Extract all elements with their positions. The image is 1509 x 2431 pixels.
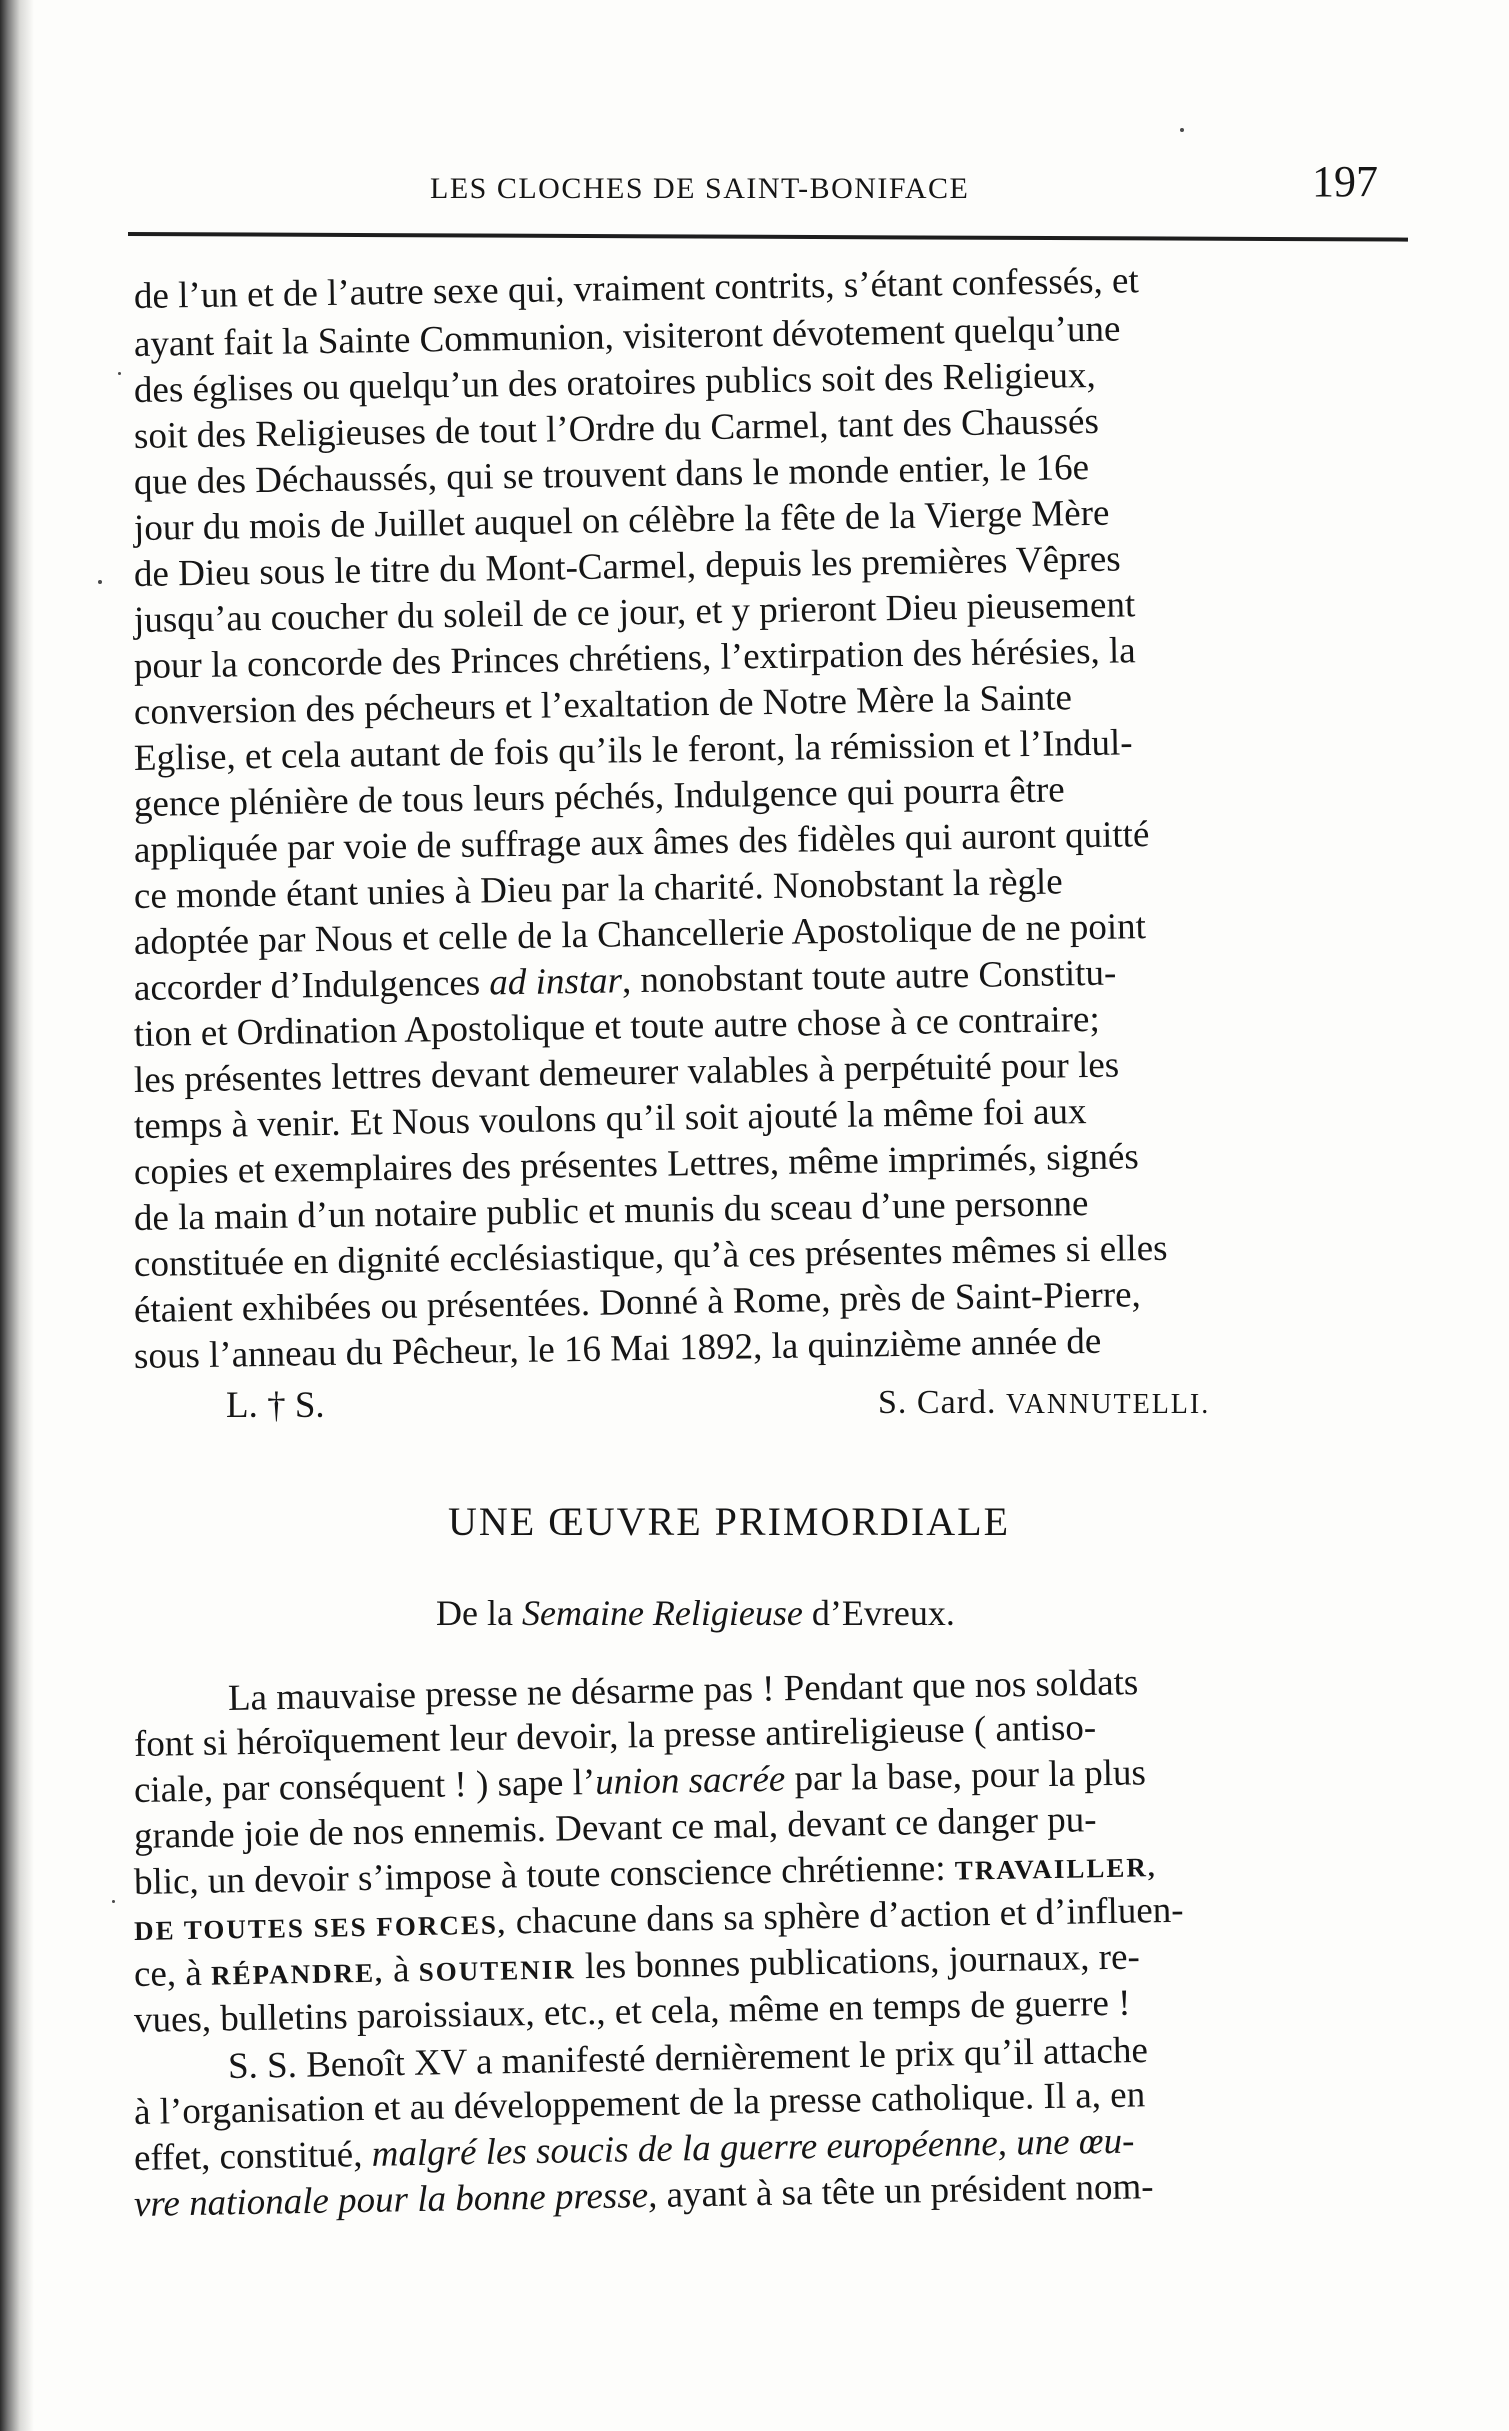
text-line: Eglise, et cela autant de fois qu’ils le feront, la rémission et l’Indul- bbox=[133, 722, 1133, 779]
text-line: les présentes lettres devant demeurer valables à perpétuité pour les bbox=[133, 1044, 1120, 1101]
text-line: ce monde étant unies à Dieu par la charité. Nonobstant la règle bbox=[133, 861, 1063, 917]
text-line: jusqu’au coucher du soleil de ce jour, et y prieront Dieu pieusement bbox=[133, 584, 1136, 641]
italic-phrase: malgré les soucis de la guerre européenne, une œu- bbox=[371, 2120, 1135, 2175]
text-segment: blic, un devoir s’impose à toute conscience chrétienne: bbox=[133, 1847, 956, 1903]
section-title: UNE ŒUVRE PRIMORDIALE bbox=[448, 1499, 1010, 1544]
text-segment: ciale, par conséquent ! ) sape l’ bbox=[133, 1761, 596, 1811]
text-segment: à bbox=[383, 1949, 420, 1991]
small-caps-phrase: SOUTENIR bbox=[418, 1954, 577, 1988]
source-italic: Semaine Religieuse bbox=[521, 1593, 803, 1633]
running-header: LES CLOCHES DE SAINT-BONIFACE bbox=[430, 172, 970, 205]
text-line: grande joie de nos ennemis. Devant ce mal, devant ce danger pu- bbox=[133, 1799, 1097, 1857]
text-line: pour la concorde des Princes chrétiens, l’extirpation des hérésies, la bbox=[133, 630, 1136, 687]
text-line: conversion des pécheurs et l’exaltation de Notre Mère la Sainte bbox=[133, 677, 1073, 733]
ink-speck bbox=[118, 372, 121, 375]
text-segment: ayant à sa tête un président nom- bbox=[656, 2166, 1154, 2216]
italic-phrase: vre nationale pour la bonne presse, bbox=[133, 2174, 658, 2225]
small-caps-phrase: DE TOUTES SES FORCES, bbox=[133, 1909, 507, 1946]
text-line: gence plénière de tous leurs péchés, Indulgence qui pourra être bbox=[133, 769, 1065, 825]
text-segment: par la base, pour la plus bbox=[784, 1752, 1147, 1800]
text-line-with-italic bbox=[133, 952, 1117, 1009]
source-suffix: d’Evreux. bbox=[802, 1593, 955, 1633]
italic-phrase: ad instar bbox=[489, 960, 623, 1004]
text-line: des églises ou quelqu’un des oratoires publics soit des Religieux, bbox=[133, 354, 1097, 411]
section-source bbox=[436, 1592, 955, 1634]
text-line: constituée en dignité ecclésiastique, qu’à ces présentes mêmes si elles bbox=[133, 1227, 1168, 1285]
signatory-name: VANNUTELLI. bbox=[1006, 1389, 1211, 1420]
text-line: copies et exemplaires des présentes Lettres, même imprimés, signés bbox=[133, 1136, 1140, 1193]
text-line: que des Déchaussés, qui se trouvent dans le monde entier, le 16e bbox=[133, 447, 1090, 503]
signatory bbox=[878, 1384, 1210, 1422]
text-line: étaient exhibées ou présentées. Donné à Rome, près de Saint-Pierre, bbox=[133, 1274, 1142, 1331]
text-line: appliquée par voie de suffrage aux âmes des fidèles qui auront quitté bbox=[133, 814, 1150, 871]
text-line: tion et Ordination Apostolique et toute autre chose à ce contraire; bbox=[133, 998, 1100, 1055]
text-segment: effet, constitué, bbox=[133, 2133, 373, 2179]
header-rule bbox=[128, 232, 1408, 242]
source-prefix: De la bbox=[436, 1593, 522, 1633]
text-segment: ce, à bbox=[133, 1952, 212, 1995]
italic-phrase: union sacrée bbox=[594, 1758, 786, 1803]
text-line: S. S. Benoît XV a manifesté dernièrement le prix qu’il attache bbox=[227, 2029, 1149, 2087]
text-segment: accorder d’Indulgences bbox=[133, 962, 490, 1009]
text-segment: , nonobstant toute autre Constitu- bbox=[621, 952, 1117, 1002]
scan-edge-shadow bbox=[0, 0, 34, 2431]
text-segment: chacune dans sa sphère d’action et d’influen- bbox=[506, 1889, 1184, 1943]
text-line: vues, bulletins paroissiaux, etc., et cela, même en temps de guerre ! bbox=[133, 1982, 1131, 2041]
text-line: soit des Religieuses de tout l’Ordre du Carmel, tant des Chaussés bbox=[133, 400, 1100, 457]
text-line: font si héroïquement leur devoir, la presse antireligieuse ( antiso- bbox=[133, 1707, 1097, 1765]
small-caps-phrase: TRAVAILLER, bbox=[954, 1852, 1157, 1886]
text-segment: les bonnes publications, journaux, re- bbox=[575, 1936, 1141, 1988]
text-line: temps à venir. Et Nous voulons qu’il soit ajouté la même foi aux bbox=[133, 1091, 1087, 1147]
ink-speck bbox=[112, 1900, 115, 1903]
text-line: ayant fait la Sainte Communion, visiteront dévotement quelqu’une bbox=[133, 308, 1121, 365]
small-caps-phrase: RÉPANDRE, bbox=[210, 1957, 385, 1991]
ink-speck bbox=[98, 580, 102, 584]
text-line: de la main d’un notaire public et munis du sceau d’une personne bbox=[133, 1183, 1089, 1239]
ink-speck bbox=[1180, 128, 1184, 132]
text-line: sous l’anneau du Pêcheur, le 16 Mai 1892, la quinzième année de bbox=[133, 1320, 1102, 1377]
text-line: jour du mois de Juillet auquel on célèbre la fête de la Vierge Mère bbox=[133, 492, 1110, 549]
seal-mark: L. † S. bbox=[226, 1385, 325, 1426]
text-line: à l’organisation et au développement de la presse catholique. Il a, en bbox=[133, 2074, 1146, 2133]
text-line: adoptée par Nous et celle de la Chancellerie Apostolique de ne point bbox=[133, 906, 1147, 963]
text-line: de Dieu sous le titre du Mont-Carmel, depuis les premières Vêpres bbox=[133, 538, 1121, 595]
text-line: La mauvaise presse ne désarme pas ! Pendant que nos soldats bbox=[227, 1662, 1139, 1719]
page-number: 197 bbox=[1312, 157, 1378, 206]
signatory-prefix: S. Card. bbox=[878, 1384, 1006, 1421]
text-line: de l’un et de l’autre sexe qui, vraiment contrits, s’étant confessés, et bbox=[133, 260, 1140, 317]
text-line bbox=[134, 2168, 1154, 2223]
